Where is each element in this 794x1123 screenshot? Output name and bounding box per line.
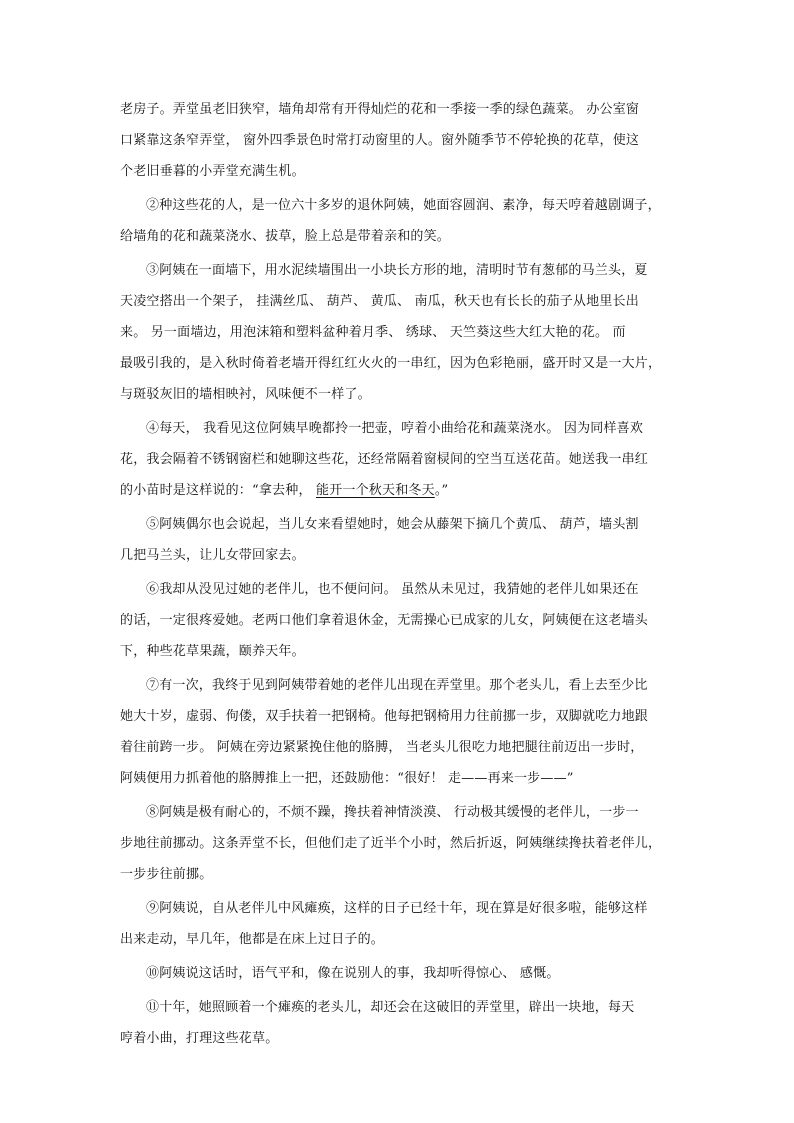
text-line: 天凌空搭出一个架子， 挂满丝瓜、 葫芦、 黄瓜、 南瓜，秋天也有长长的茄子从地里长出 [120, 294, 639, 309]
text-line: 老房子。弄堂虽老旧狭窄，墙角却常有开得灿烂的花和一季接一季的绿色蔬菜。 办公室窗 [120, 102, 640, 117]
text-line: ④每天， 我看见这位阿姨早晚都拎一把壶，哼着小曲给花和蔬菜浇水。 因为同样喜欢 [146, 421, 644, 436]
text-line: ⑩阿姨说这话时，语气平和，像在说别人的事，我却听得惊心、 感慨。 [146, 966, 560, 981]
text-line: ⑧阿姨是极有耐心的，不烦不躁，搀扶着神情淡漠、 行动极其缓慢的老伴儿，一步一 [146, 805, 639, 820]
text-line: 阿姨便用力抓着他的胳膊推上一把，还鼓励他：“很好！ 走——再来一步——” [120, 771, 574, 786]
text-line: ⑨阿姨说，自从老伴儿中风瘫痪，这样的日子已经十年，现在算是好很多啦，能够这样 [146, 901, 648, 916]
text-line: 着往前跨一步。 阿姨在旁边紧紧挽住他的胳膊， 当老头儿很吃力地把腿往前迈出一步时， [120, 740, 644, 755]
text-line: 给墙角的花和蔬菜浇水、拔草，脸上总是带着亲和的笑。 [120, 229, 451, 244]
text-line: 下，种些花草果蔬，颐养天年。 [120, 644, 305, 659]
text-line: 哼着小曲，打理这些花草。 [120, 1031, 279, 1046]
text-line: 步地往前挪动。这条弄堂不长，但他们走了近半个小时，然后折返，阿姨继续搀扶着老伴儿， [120, 836, 662, 851]
text-line: 的话，一定很疼爱她。老两口他们拿着退休金，无需操心已成家的儿女，阿姨便在这老墙头 [120, 613, 649, 628]
underlined-phrase: 能开一个秋天和冬天 [316, 483, 435, 498]
text-line: 个老旧垂暮的小弄堂充满生机。 [120, 164, 305, 179]
text-line: 几把马兰头，让儿女带回家去。 [120, 548, 305, 563]
text-line [120, 482, 448, 500]
text-line: 来。 另一面墙边，用泡沫箱和塑料盆种着月季、 绣球、 天竺葵这些大红大艳的花。 而 [120, 325, 626, 340]
text-line: ⑪十年，她照顾着一个瘫痪的老头儿，却还会在这破旧的弄堂里，辟出一块地，每天 [146, 1000, 635, 1015]
text-line: ⑤阿姨偶尔也会说起，当儿女来看望她时，她会从藤架下摘几个黄瓜、 葫芦，墙头割 [146, 517, 639, 532]
text-line: ⑦有一次，我终于见到阿姨带着她的老伴儿出现在弄堂里。那个老头儿，看上去至少比 [146, 678, 648, 693]
quote-end: 。” [434, 483, 449, 498]
text-line: ⑥我却从没见过她的老伴儿，也不便问问。 虽然从未见过，我猜她的老伴儿如果还在 [146, 582, 639, 597]
text-line: ②种这些花的人，是一位六十多岁的退休阿姨，她面容圆润、素净，每天哼着越剧调子， [146, 198, 661, 213]
text-line: 她大十岁，虚弱、佝偻，双手扶着一把钢椅。他每把钢椅用力往前挪一步，双脚就吃力地跟 [120, 709, 649, 724]
text-line: ③阿姨在一面墙下，用水泥续墙围出一小块长方形的地，清明时节有葱郁的马兰头，夏 [146, 263, 648, 278]
text-line: 最吸引我的，是入秋时倚着老墙开得红红火火的一串红，因为色彩艳丽，盛开时又是一大片， [120, 356, 662, 371]
text-line: 口紧靠这条窄弄堂， 窗外四季景色时常打动窗里的人。窗外随季节不停轮换的花草，使这 [120, 133, 640, 148]
text-line: 花，我会隔着不锈钢窗栏和她聊这些花，还经常隔着窗棂间的空当互送花苗。她送我一串红 [120, 452, 649, 467]
text-line: 一步步往前挪。 [120, 867, 213, 882]
quote-lead: 的小苗时是这样说的：“拿去种， [120, 483, 312, 498]
text-line: 出来走动，早几年，他都是在床上过日子的。 [120, 932, 385, 947]
text-line: 与斑驳灰旧的墙相映衬，风味便不一样了。 [120, 387, 371, 402]
